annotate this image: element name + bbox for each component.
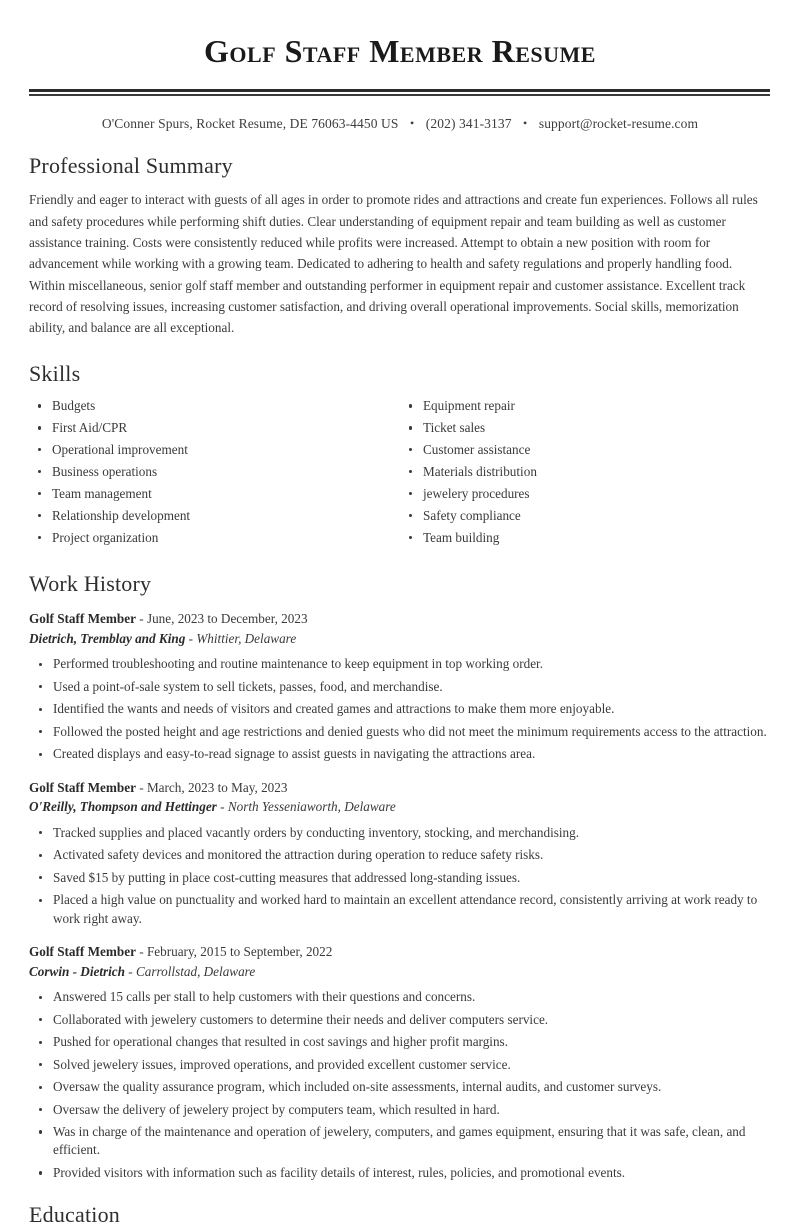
job-title-line	[29, 609, 771, 629]
job-title: Golf Staff Member	[29, 944, 136, 960]
job-dash: -	[139, 944, 144, 960]
job-company-line	[29, 962, 771, 982]
section-heading-skills: Skills	[29, 360, 81, 386]
contact-separator-2: •	[523, 115, 528, 130]
list-item: Customer assistance	[400, 441, 771, 458]
list-item: Ticket sales	[400, 419, 771, 436]
job-location: Carrollstad, Delaware	[136, 963, 256, 979]
list-item: Placed a high value on punctuality and worked hard to maintain an excellent attendance record, consistently arriving at work ready to work right away.	[29, 891, 771, 928]
list-item: Pushed for operational changes that resulted in cost savings and higher profit margins.	[29, 1033, 771, 1051]
page-title: Golf Staff Member Resume	[204, 33, 596, 69]
skills-list-right	[400, 397, 771, 546]
skills-column-right	[400, 397, 771, 550]
skills-section	[29, 361, 771, 551]
list-item: Collaborated with jewelery customers to determine their needs and deliver computers service.	[29, 1011, 771, 1029]
divider-thin-line	[29, 94, 770, 96]
list-item: Project organization	[29, 529, 400, 546]
list-item: Equipment repair	[400, 397, 771, 414]
list-item: Followed the posted height and age restrictions and denied guests who did not meet the minimum requirements access to the attraction.	[29, 723, 771, 741]
list-item: Identified the wants and needs of visitors and created games and attractions to make them more enjoyable.	[29, 700, 771, 718]
contact-separator-1: •	[410, 115, 415, 130]
job-bullet-list	[29, 824, 771, 928]
job-location: North Yesseniaworth, Delaware	[227, 799, 396, 815]
list-item: Budgets	[29, 397, 400, 414]
list-item: Safety compliance	[400, 507, 771, 524]
job-title-line	[29, 942, 771, 962]
job-entry	[29, 942, 771, 1182]
job-dash: -	[128, 963, 133, 979]
professional-summary-section	[29, 153, 771, 339]
skills-list-left	[29, 397, 400, 546]
education-section	[29, 1202, 771, 1228]
summary-paragraph: Friendly and eager to interact with guests of all ages in order to promote rides and attractions and create fun experiences. Follows all rules and safety procedures while performing shift duties. Clear understanding of equipment repair and team building as well as customer assistance training. Costs were consistently reduced while profits were increased. Attempt to obtain a new position with room for advancement while working with a growing team. Dedicated to adhering to health and safety regulations and properly handling food. Within miscellaneous, senior golf staff member and outstanding performer in equipment repair and customer assistance. Excellent track record of resolving issues, increasing customer satisfaction, and driving overall operational improvements. Social skills, memorization ability, and balance are all exceptional.	[29, 192, 758, 336]
list-item: Was in charge of the maintenance and operation of jewelery, computers, and games equipment, ensuring that it was safe, clean, and efficient.	[29, 1123, 771, 1160]
job-entry	[29, 778, 771, 928]
list-item: Answered 15 calls per stall to help customers with their questions and concerns.	[29, 988, 771, 1006]
job-bullet-list	[29, 988, 771, 1182]
section-heading-work-history: Work History	[29, 570, 152, 596]
job-dash: -	[220, 799, 225, 815]
list-item: Oversaw the delivery of jewelery project by computers team, which resulted in hard.	[29, 1101, 771, 1119]
job-dash: -	[188, 630, 194, 646]
job-entry	[29, 609, 771, 763]
list-item: Saved $15 by putting in place cost-cutting measures that addressed long-standing issues.	[29, 869, 771, 887]
job-location: Whittier, Delaware	[196, 630, 297, 646]
contact-address: O'Conner Spurs, Rocket Resume, DE 76063-4450 US	[101, 115, 399, 131]
job-company-line	[29, 797, 771, 817]
list-item: Operational improvement	[29, 441, 400, 458]
list-item: First Aid/CPR	[29, 419, 400, 436]
work-history-section	[29, 571, 771, 1183]
job-dates: March, 2023 to May, 2023	[146, 779, 288, 795]
job-dates: June, 2023 to December, 2023	[146, 611, 308, 627]
list-item: Materials distribution	[400, 463, 771, 480]
job-dash: -	[139, 779, 144, 795]
contact-email[interactable]: support@rocket-resume.com	[538, 115, 699, 131]
list-item: Used a point-of-sale system to sell tickets, passes, food, and merchandise.	[29, 678, 771, 696]
list-item: Solved jewelery issues, improved operations, and provided excellent customer service.	[29, 1056, 771, 1074]
list-item: Relationship development	[29, 507, 400, 524]
contact-line	[29, 116, 771, 132]
skills-column-left	[29, 397, 400, 550]
job-title-line	[29, 778, 771, 798]
job-title: Golf Staff Member	[29, 611, 136, 627]
list-item: Team building	[400, 529, 771, 546]
list-item: jewelery procedures	[400, 485, 771, 502]
job-company: Corwin - Dietrich	[29, 963, 125, 979]
list-item: Tracked supplies and placed vacantly orders by conducting inventory, stocking, and merchandising.	[29, 824, 771, 842]
job-dates: February, 2015 to September, 2022	[146, 944, 333, 960]
section-heading-summary: Professional Summary	[29, 152, 233, 178]
header-divider	[29, 89, 770, 96]
contact-phone: (202) 341-3137	[425, 115, 512, 131]
job-company: O'Reilly, Thompson and Hettinger	[29, 799, 217, 815]
list-item: Performed troubleshooting and routine maintenance to keep equipment in top working order.	[29, 655, 771, 673]
job-bullet-list	[29, 655, 771, 763]
list-item: Provided visitors with information such as facility details of interest, rules, policies, and promotional events.	[29, 1164, 771, 1182]
list-item: Business operations	[29, 463, 400, 480]
job-company: Dietrich, Tremblay and King	[29, 630, 186, 646]
job-dash: -	[139, 611, 144, 627]
job-title: Golf Staff Member	[29, 779, 136, 795]
job-company-line	[29, 629, 771, 649]
list-item: Created displays and easy-to-read signage to assist guests in navigating the attractions area.	[29, 745, 771, 763]
skills-columns	[29, 397, 771, 550]
list-item: Team management	[29, 485, 400, 502]
list-item: Oversaw the quality assurance program, which included on-site assessments, internal audits, and customer surveys.	[29, 1078, 771, 1096]
list-item: Activated safety devices and monitored the attraction during operation to reduce safety risks.	[29, 846, 771, 864]
section-heading-education: Education	[29, 1202, 120, 1228]
